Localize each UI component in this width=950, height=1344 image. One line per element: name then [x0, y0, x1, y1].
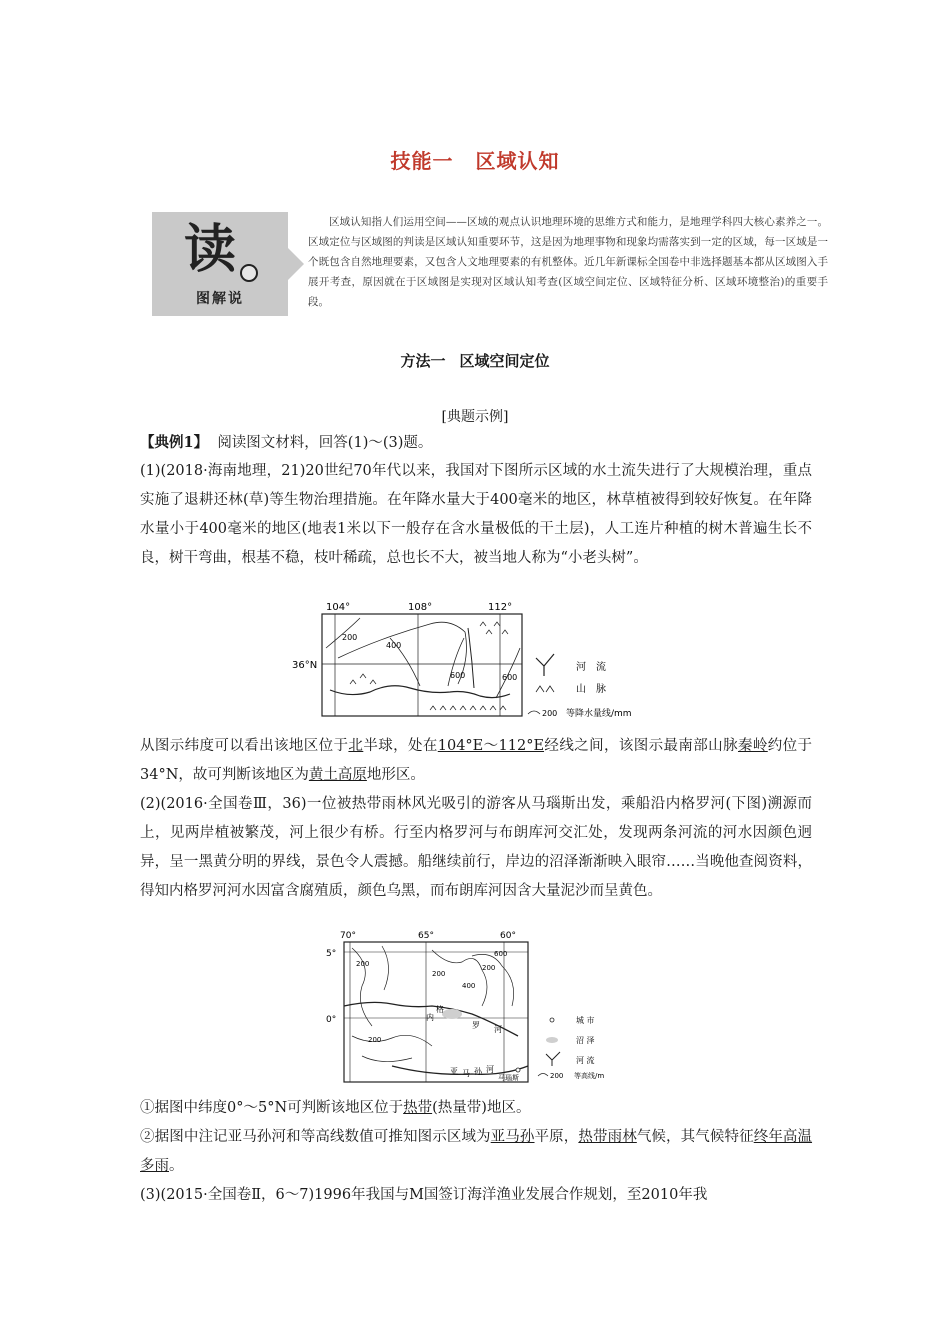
q1-answer-u4: 黄土高原 — [308, 767, 367, 783]
map2-isoline-label-4: 400 — [462, 982, 476, 990]
q2-answer2-u1: 亚马孙 — [490, 1129, 535, 1145]
q1-answer — [140, 732, 812, 790]
map1-frame — [322, 614, 522, 716]
q1-answer-t2: 半球，处在 — [363, 738, 438, 754]
map2-lat-5: 5° — [326, 949, 337, 959]
q2-answer1 — [140, 1094, 812, 1123]
map1-legend-isoline: 等降水量线/mm — [566, 709, 632, 719]
example1-line — [140, 428, 812, 458]
example1-label: 【典例1】 — [140, 434, 209, 451]
q1-answer-u3: 秦岭 — [737, 738, 768, 754]
q2-answer2 — [140, 1123, 812, 1181]
map2-city: 马瑙斯 — [498, 1074, 519, 1082]
map1-legend-river: 河 流 — [576, 662, 606, 673]
q2-answer1-t1: ①据图中纬度0°～5°N可判断该地区位于 — [140, 1100, 404, 1116]
intro-text: 区域认知指人们运用空间——区域的观点认识地理环境的思维方式和能力，是地理学科四大核心素养之一。区域定位与区域图的判读是区域认知重要环节，这是因为地理事物和现象均需落实到一定的区域，每一区域是一个既包含自然地理要素，又包含人文地理要素的有机整体。近几年新课标全国卷中非选择题基本都从区域图入手展开考查，原因就在于区域图是实现对区域认知考查(区域空间定位、区域特征分析、区域环境整治)的重要手段。 — [308, 216, 828, 308]
map2-amazon-char-3: 孙 — [474, 1067, 482, 1076]
loess-plateau-map — [290, 598, 660, 722]
map2-lon-60: 60° — [500, 931, 516, 941]
map2-legend-isoline: 等高线/m — [574, 1072, 605, 1080]
q1-answer-u2: 104°E～112°E — [437, 738, 545, 754]
map1-isoline-label-600a: 600 — [450, 671, 466, 680]
map1-yellow-river — [330, 686, 510, 698]
title-part1: 技能一 — [390, 149, 454, 173]
q2-answer1-t2: (热量带)地区。 — [432, 1100, 531, 1116]
amazon-map — [322, 926, 632, 1086]
logo-char: 读 — [184, 219, 237, 280]
map2-isoline-label-1: 200 — [356, 960, 370, 968]
q2-answer2-u3: 终年高温多雨 — [140, 1129, 813, 1174]
map2-legend-isoline-value: 200 — [550, 1072, 564, 1080]
map2-isoline-label-6: 600 — [494, 950, 508, 958]
river-legend-icon-2 — [546, 1052, 560, 1066]
map2-river-char-3: 罗 — [472, 1021, 480, 1030]
map2-lat-0: 0° — [326, 1015, 337, 1025]
read-map-logo — [152, 212, 288, 316]
map2-lon-65: 65° — [418, 931, 434, 941]
manaus-city-icon — [516, 1068, 520, 1072]
globe-icon — [240, 264, 258, 282]
q3-text: (3)(2015·全国卷Ⅱ，6～7)1996年我国与M国签订海洋渔业发展合作规划，至2010年我 — [140, 1187, 708, 1203]
method-heading — [0, 350, 950, 371]
map2-swamp — [442, 1009, 462, 1019]
isoline-legend-icon — [528, 711, 540, 714]
map2-amazon-char-4: 河 — [486, 1065, 494, 1074]
map1-legend-mountain: 山 脉 — [576, 684, 606, 695]
map2-amazon-char-1: 亚 — [450, 1067, 458, 1076]
river-legend-icon — [536, 654, 554, 676]
q2-answer2-t2: 平原， — [534, 1129, 579, 1145]
map2-river-char-4: 河 — [494, 1025, 502, 1034]
map2-legend-swamp: 沼 泽 — [576, 1036, 595, 1045]
q1-answer-t1: 从图示纬度可以看出该地区位于 — [140, 738, 349, 754]
map2-legend-river: 河 流 — [576, 1056, 595, 1065]
q1-answer-u1: 北 — [348, 738, 364, 754]
q2-answer2-t1: ②据图中注记亚马孙河和等高线数值可推知图示区域为 — [140, 1129, 491, 1145]
q2-answer2-t3: 气候，其气候特征 — [636, 1129, 754, 1145]
map2-isoline-label-5: 200 — [482, 964, 496, 972]
map1-lat-36: 36°N — [292, 660, 318, 671]
q2-text: (2)(2016·全国卷Ⅲ，36)一位被热带雨林风光吸引的游客从马瑙斯出发，乘船沿内格罗河(下图)溯源而上，见两岸植被繁茂，河上很少有桥。行至内格罗河与布朗库河交汇处，发现两条河流的河水因颜色迥异，呈一黑黄分明的界线，景色令人震撼。船继续前行，岸边的沼泽渐渐映入眼帘……当晚他查阅资料，得知内格罗河河水因富含腐殖质，颜色乌黑，而布朗库河因含大量泥沙而呈黄色。 — [140, 796, 812, 899]
map2-lon-70: 70° — [340, 931, 356, 941]
q2-answer2-u2: 热带雨林 — [578, 1129, 637, 1145]
map2-amazon-char-2: 马 — [462, 1069, 470, 1078]
map2-legend-city: 城 市 — [576, 1016, 595, 1025]
q1-answer-t5: 地形区。 — [366, 767, 425, 783]
map2-river-char-2: 格 — [436, 1005, 444, 1014]
page-title — [0, 145, 950, 174]
map1-lon-108: 108° — [408, 602, 433, 613]
map2-isoline-label-3: 200 — [368, 1036, 382, 1044]
q1-answer-t3: 经线之间，该图示最南部山脉 — [544, 738, 738, 754]
map1-isoline-label-600b: 600 — [502, 673, 518, 682]
q1-answer-t4: 约位于34°N，故可判断该地区为 — [140, 738, 813, 783]
q1-text: (1)(2018·海南地理，21)20世纪70年代以来，我国对下图所示区域的水土流失进行了大规模治理，重点实施了退耕还林(草)等生物治理措施。在年降水量大于400毫米的地区，林草植被得到较好恢复。在年降水量小于400毫米的地区(地表1米以下一般存在含水量极低的干土层)，人工连片种植的树木普遍生长不良，树干弯曲，根基不稳，枝叶稀疏，总也长不大，被当地人称为“小老头树”。 — [140, 463, 812, 566]
map1-isoline-label-400: 400 — [386, 641, 402, 650]
method-part1: 方法一 — [400, 352, 446, 370]
logo-subtitle: 图解说 — [196, 291, 244, 307]
map2-river-char-1: 内 — [426, 1013, 434, 1022]
q2-answer1-u1: 热带 — [403, 1100, 433, 1116]
city-legend-icon — [550, 1018, 554, 1022]
q2-answer2-t4: 。 — [169, 1158, 184, 1174]
example1-text: 阅读图文材料，回答(1)～(3)题。 — [217, 435, 433, 451]
map1-lon-112: 112° — [488, 602, 513, 613]
example-heading: [典题示例] — [441, 409, 509, 425]
title-part2: 区域认知 — [475, 149, 560, 173]
map2-isoline-label-2: 200 — [432, 970, 446, 978]
method-part2: 区域空间定位 — [459, 352, 550, 370]
map1-isoline-label-200: 200 — [342, 633, 358, 642]
contour-legend-icon — [538, 1074, 548, 1077]
swamp-legend-icon — [546, 1037, 558, 1043]
map1-legend-isoline-value: 200 — [542, 709, 558, 718]
map1-lon-104: 104° — [326, 602, 351, 613]
mountain-legend-icon — [536, 686, 554, 692]
